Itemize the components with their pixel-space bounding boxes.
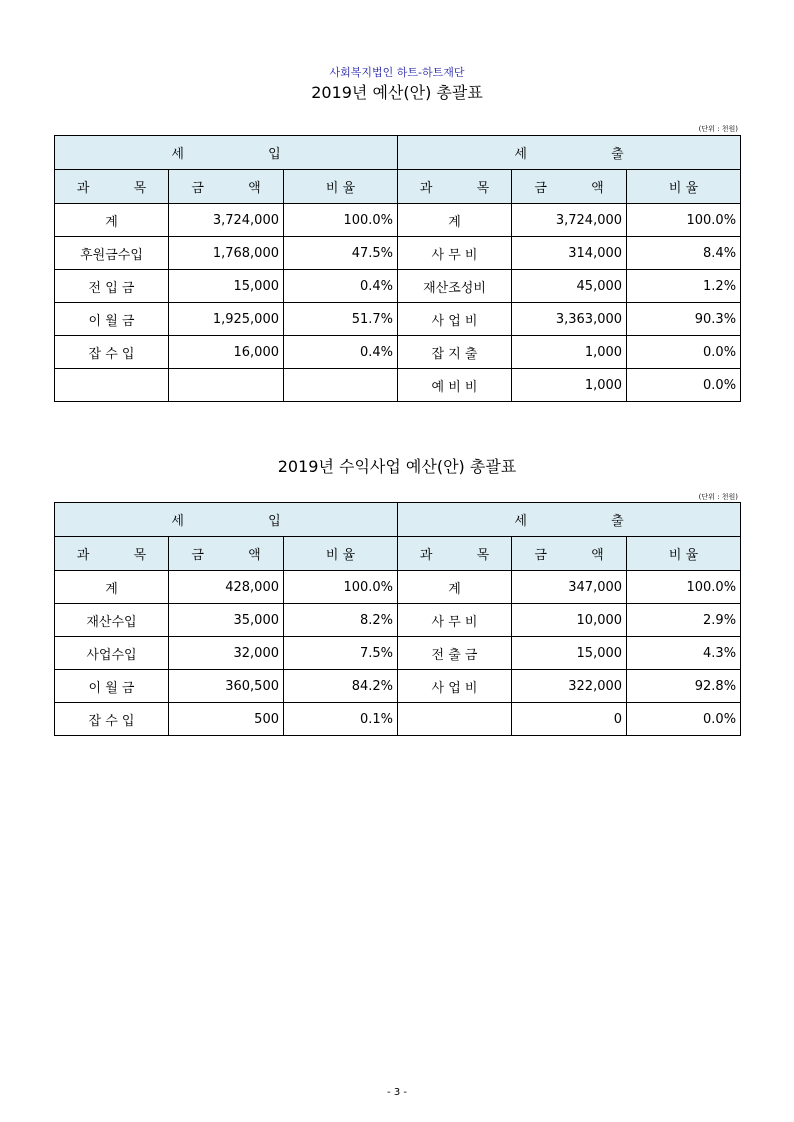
income-ratio: 47.5%: [284, 237, 398, 270]
income-ratio: 0.4%: [284, 336, 398, 369]
expense-subject: 잡 지 출: [398, 336, 512, 369]
expense-subject: 계: [398, 571, 512, 604]
income-ratio-header: 비 율: [284, 170, 398, 204]
table-row: [55, 670, 741, 703]
income-amount-header: 금 액: [169, 170, 284, 204]
income-amount: 3,724,000: [169, 204, 284, 237]
expense-amount: 322,000: [512, 670, 627, 703]
expense-amount-header: 금 액: [512, 170, 627, 204]
income-ratio: 8.2%: [284, 604, 398, 637]
profit-business-table: [54, 502, 741, 736]
income-subject: 이 월 금: [55, 303, 169, 336]
expense-subject: 재산조성비: [398, 270, 512, 303]
income-ratio: 100.0%: [284, 204, 398, 237]
income-amount: [169, 369, 284, 402]
income-amount: 16,000: [169, 336, 284, 369]
unit-note: (단위 : 천원): [698, 493, 738, 501]
income-amount-header: 금 액: [169, 537, 284, 571]
profit-business-title: 2019년 수익사업 예산(안) 총괄표: [277, 457, 517, 476]
unit-note: (단위 : 천원): [698, 125, 738, 133]
income-subject: 이 월 금: [55, 670, 169, 703]
expense-amount: 45,000: [512, 270, 627, 303]
expense-subject: [398, 703, 512, 736]
table-row: [55, 604, 741, 637]
income-subject: 계: [55, 571, 169, 604]
expense-ratio: 100.0%: [627, 571, 741, 604]
expense-amount: 10,000: [512, 604, 627, 637]
organization-name: 사회복지법인 하트-하트재단: [329, 66, 465, 79]
income-ratio: 84.2%: [284, 670, 398, 703]
table-row: [55, 369, 741, 402]
expense-subject-header: 과 목: [398, 170, 512, 204]
income-amount: 360,500: [169, 670, 284, 703]
expense-section-header: 세 출: [398, 136, 741, 170]
table-row: [55, 571, 741, 604]
expense-amount: 314,000: [512, 237, 627, 270]
budget-summary-title: 2019년 예산(안) 총괄표: [311, 83, 483, 102]
table-row: [55, 270, 741, 303]
income-amount: 35,000: [169, 604, 284, 637]
expense-ratio: 4.3%: [627, 637, 741, 670]
income-amount: 428,000: [169, 571, 284, 604]
income-ratio: 7.5%: [284, 637, 398, 670]
income-ratio: 51.7%: [284, 303, 398, 336]
income-subject: 후원금수입: [55, 237, 169, 270]
expense-subject: 사 무 비: [398, 237, 512, 270]
income-section-header: 세 입: [55, 503, 398, 537]
income-ratio-header: 비 율: [284, 537, 398, 571]
expense-amount: 1,000: [512, 369, 627, 402]
expense-subject: 사 업 비: [398, 303, 512, 336]
expense-subject: 사 무 비: [398, 604, 512, 637]
income-ratio: 0.4%: [284, 270, 398, 303]
table-row: [55, 204, 741, 237]
table-row: [55, 703, 741, 736]
income-subject-header: 과 목: [55, 537, 169, 571]
expense-ratio: 92.8%: [627, 670, 741, 703]
expense-ratio: 1.2%: [627, 270, 741, 303]
income-subject: [55, 369, 169, 402]
income-subject: 잡 수 입: [55, 703, 169, 736]
income-subject: 사업수입: [55, 637, 169, 670]
expense-amount: 0: [512, 703, 627, 736]
income-amount: 500: [169, 703, 284, 736]
expense-subject: 계: [398, 204, 512, 237]
expense-ratio: 2.9%: [627, 604, 741, 637]
income-ratio: [284, 369, 398, 402]
page-number: - 3 -: [387, 1087, 407, 1098]
income-section-header: 세 입: [55, 136, 398, 170]
income-amount: 32,000: [169, 637, 284, 670]
expense-ratio: 100.0%: [627, 204, 741, 237]
expense-subject: 사 업 비: [398, 670, 512, 703]
income-subject: 전 입 금: [55, 270, 169, 303]
expense-amount: 347,000: [512, 571, 627, 604]
expense-section-header: 세 출: [398, 503, 741, 537]
expense-ratio-header: 비 율: [627, 537, 741, 571]
expense-subject: 전 출 금: [398, 637, 512, 670]
expense-ratio: 0.0%: [627, 336, 741, 369]
expense-amount: 3,724,000: [512, 204, 627, 237]
income-subject: 재산수입: [55, 604, 169, 637]
expense-ratio: 0.0%: [627, 369, 741, 402]
expense-ratio: 8.4%: [627, 237, 741, 270]
expense-subject-header: 과 목: [398, 537, 512, 571]
expense-subject: 예 비 비: [398, 369, 512, 402]
table-row: [55, 336, 741, 369]
expense-amount-header: 금 액: [512, 537, 627, 571]
expense-ratio-header: 비 율: [627, 170, 741, 204]
table-row: [55, 637, 741, 670]
income-ratio: 0.1%: [284, 703, 398, 736]
income-subject: 잡 수 입: [55, 336, 169, 369]
expense-amount: 3,363,000: [512, 303, 627, 336]
income-subject-header: 과 목: [55, 170, 169, 204]
expense-ratio: 0.0%: [627, 703, 741, 736]
table-row: [55, 237, 741, 270]
table-row: [55, 303, 741, 336]
budget-summary-table: [54, 135, 741, 402]
income-amount: 1,768,000: [169, 237, 284, 270]
expense-amount: 15,000: [512, 637, 627, 670]
income-ratio: 100.0%: [284, 571, 398, 604]
expense-ratio: 90.3%: [627, 303, 741, 336]
income-amount: 1,925,000: [169, 303, 284, 336]
income-amount: 15,000: [169, 270, 284, 303]
expense-amount: 1,000: [512, 336, 627, 369]
income-subject: 계: [55, 204, 169, 237]
